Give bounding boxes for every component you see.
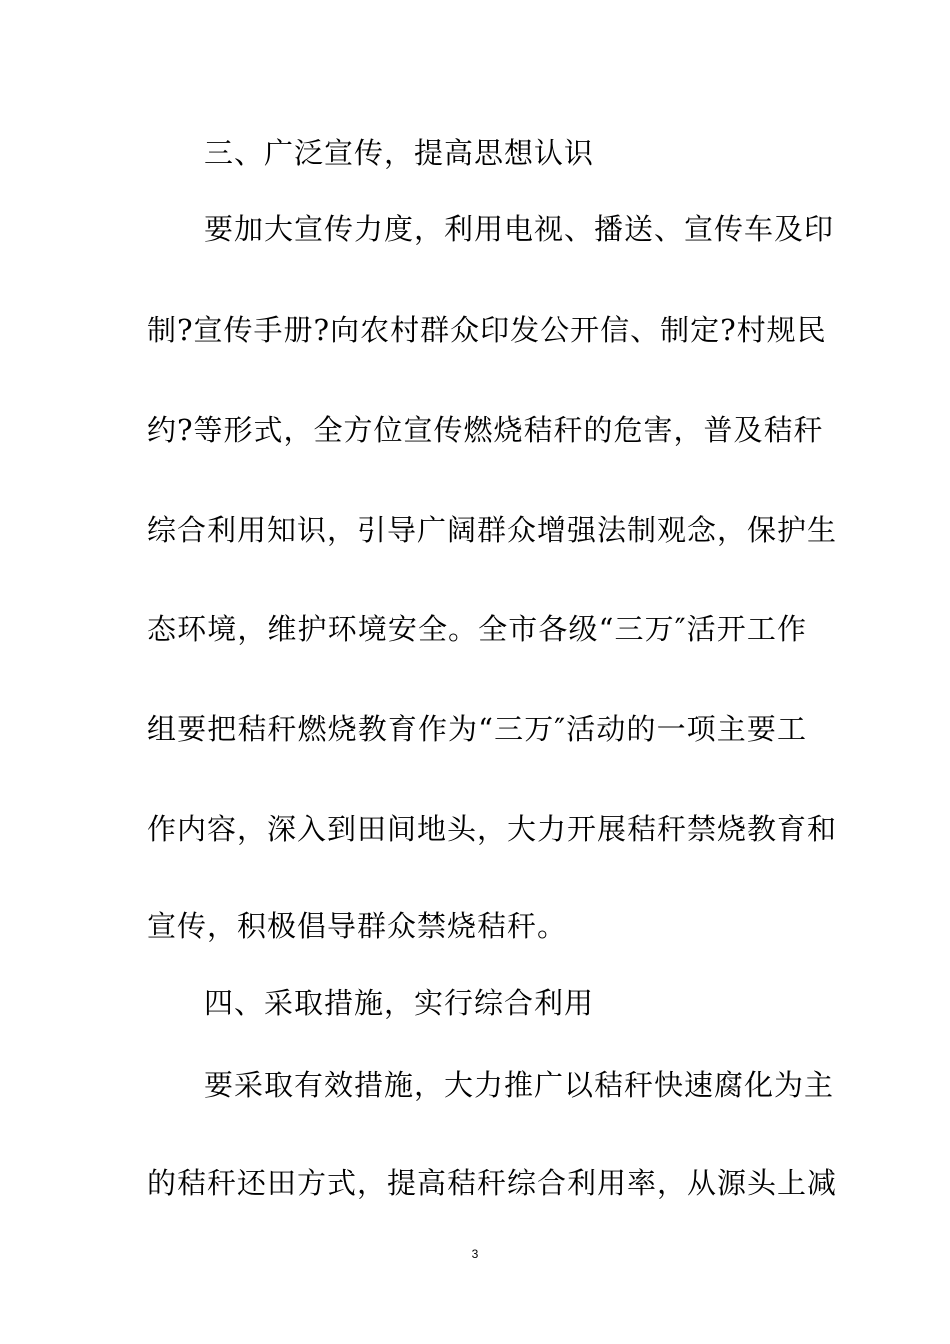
paragraph-line: 要加大宣传力度，利用电视、播送、宣传车及印	[204, 212, 835, 246]
paragraph-line: 综合利用知识，引导广阔群众增强法制观念，保护生	[147, 513, 838, 547]
paragraph-line: 的秸秆还田方式，提高秸秆综合利用率，从源头上减	[147, 1166, 838, 1200]
paragraph-line: 要采取有效措施，大力推广以秸秆快速腐化为主	[204, 1068, 835, 1102]
paragraph-line: 作内容，深入到田间地头，大力开展秸秆禁烧教育和	[147, 812, 838, 846]
section-heading-4: 四、采取措施，实行综合利用	[204, 986, 595, 1020]
paragraph-line: 制?宣传手册?向农村群众印发公开信、制定?村规民	[147, 313, 827, 347]
paragraph-line: 宣传，积极倡导群众禁烧秸秆。	[147, 909, 568, 943]
section-heading-3: 三、广泛宣传，提高思想认识	[204, 136, 595, 170]
paragraph-line: 组要把秸秆燃烧教育作为“三万″活动的一项主要工	[147, 712, 807, 746]
paragraph-line: 态环境，维护环境安全。全市各级“三万″活开工作	[147, 612, 807, 646]
paragraph-line: 约?等形式，全方位宣传燃烧秸秆的危害，普及秸秆	[147, 413, 824, 447]
page-number: 3	[471, 1247, 479, 1261]
